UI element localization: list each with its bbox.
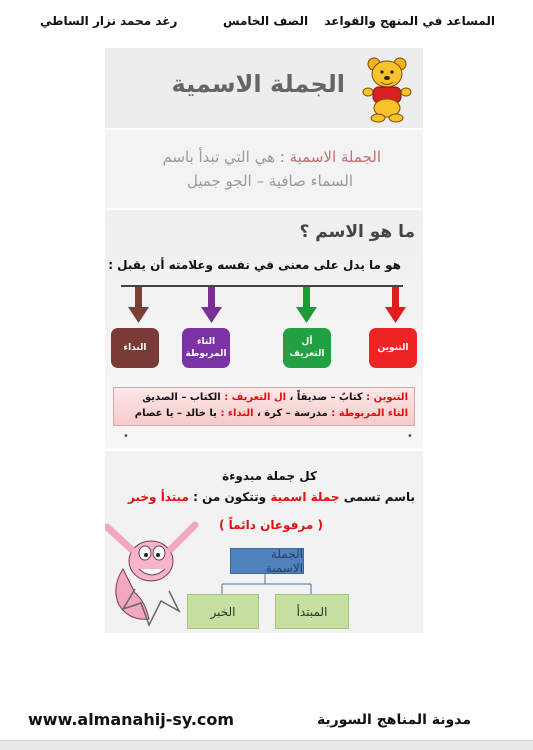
- noun-examples: [113, 387, 415, 426]
- tree-subject: المبتدأ: [275, 594, 349, 629]
- noun-question: ما هو الاسم ؟: [299, 222, 415, 242]
- footer-url[interactable]: www.almanahij-sy.com: [28, 710, 235, 729]
- definition-examples: السماء صافية – الجو جميل: [186, 172, 353, 190]
- noun-definition: هو ما يدل على معنى في نفسه وعلامته أن يقبل :: [108, 258, 401, 272]
- sentence-line-2: باسم تسمى جملة اسمية وتتكون من : مبتدأ وخبر: [128, 490, 415, 504]
- examples-line-1: التنوين : كتابٌ – صديقاً ، ال التعريف : الكتاب – الصديق: [142, 392, 408, 403]
- arrow-green-icon: [296, 287, 317, 323]
- definition-term: الجملة الاسمية :: [279, 148, 381, 166]
- tree-root: الجملة الاسمية: [230, 548, 304, 574]
- arrows-row: [115, 287, 415, 325]
- box-vocative: النداء: [111, 328, 159, 368]
- bullet-dot: •: [123, 431, 129, 442]
- box-tanween: التنوين: [369, 328, 417, 368]
- slide-title-text: الجملة الاسمية: [171, 70, 345, 98]
- footer-blog-name: مدونة المناهج السورية: [316, 712, 471, 728]
- arrow-brown-icon: [128, 287, 149, 323]
- arrow-red-icon: [385, 287, 406, 323]
- tree-predicate: الخبر: [187, 594, 259, 629]
- tree-connectors: [105, 451, 423, 633]
- bear-cartoon-icon: [359, 54, 415, 124]
- bullet-dot: •: [407, 431, 413, 442]
- header-grade: الصف الخامس: [223, 14, 309, 28]
- box-taa-marbuta: التاء المربوطة: [182, 328, 230, 368]
- slide-noun: [105, 210, 423, 448]
- header-author: رغد محمد نزار الساطي: [40, 14, 178, 28]
- slide-nominal-sentence: [105, 451, 423, 633]
- definition-line: [162, 148, 381, 166]
- slide-title: [105, 48, 423, 128]
- examples-line-2: التاء المربوطة : مدرسة – كرة ، النداء : يا خالد – يا عصام: [134, 408, 408, 419]
- box-definite-article: أل التعريف: [283, 328, 331, 368]
- arrow-purple-icon: [201, 287, 222, 323]
- sentence-line-1: كل جملة مبدوءة: [222, 469, 317, 483]
- definition-text: هي التي تبدأ باسم: [162, 148, 275, 166]
- sentence-line-3: ( مرفوعان دائماً ): [218, 518, 323, 532]
- header-subject: المساعد في المنهج والقواعد: [324, 14, 495, 28]
- slide-definition: [105, 130, 423, 208]
